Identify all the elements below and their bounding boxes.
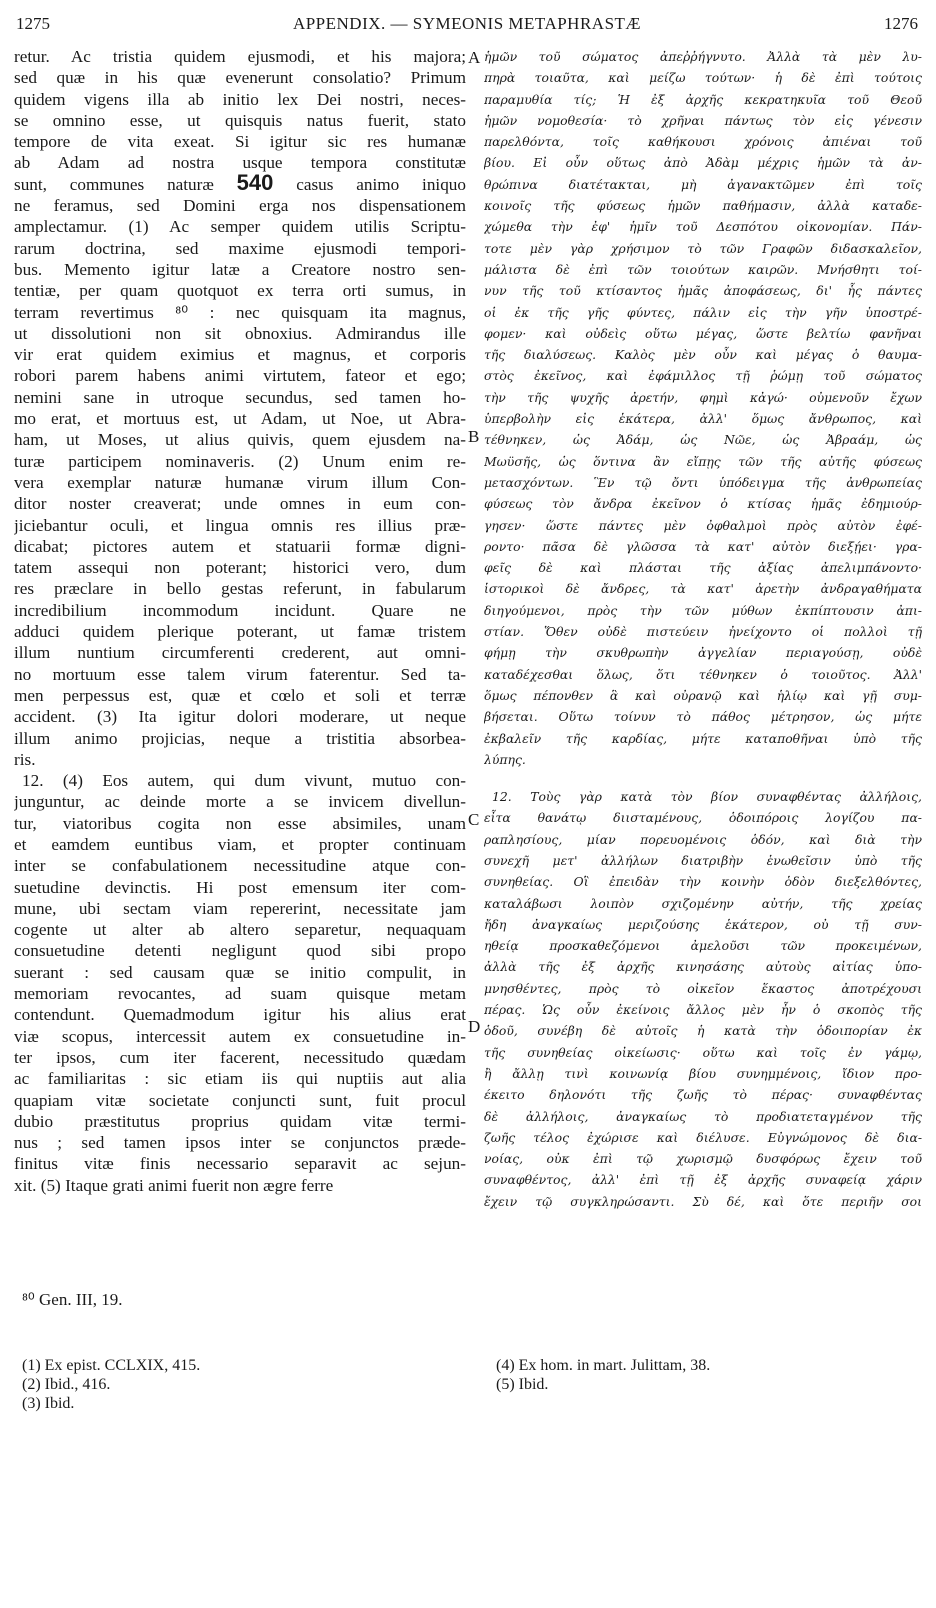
latin-line: dicabat; pictores autem et statuarii formæ digni- [14,536,466,556]
greek-line: ὁδοῦ, συνέβη δὲ αὐτοῖς ἡ κατὰ τὴν ὁδοιπορίαν ἐκ [484,1023,922,1039]
greek-line: ὑπερβολὴν εἰς ἑκάτερα, ἀλλ' ὅμως ἄνθρωπος, καὶ [484,411,922,427]
latin-line: dubio præstitutus proprius quidam vitæ termi- [14,1111,466,1131]
latin-line: junguntur, ac deinde morte a se invicem divellun- [14,792,466,812]
latin-line: memoriam revocantes, ad suam quisque metam [14,984,466,1004]
greek-line: ηθείᾳ προσκαθεζόμενοι ἀμελοῦσι τῶν προκειμένων, [484,938,922,954]
latin-line: sed quæ in his quæ evenerunt consolatio? Primum [14,68,466,88]
source-note: (1) Ex epist. CCLXIX, 415. [22,1357,201,1374]
greek-line: κοινοῖς τῆς φύσεως ἡμῶν παθήμασιν, ἀλλὰ καταδε- [484,198,922,214]
greek-line: μάλιστα δὲ ἐπὶ τῶν τοιούτων καιρῶν. Μνήσθητι τοί- [484,261,922,277]
greek-line: βίου. Εἰ οὖν οὕτως ἀπὸ Ἀδὰμ μέχρις ἡμῶν τὰ ἀν- [484,155,922,171]
column-number: 540 [236,173,274,195]
paragraph-gap [484,770,922,786]
greek-line: καταλάβωσι λοιπὸν σχιζομένην αὐτήν, τῆς χρείας [484,895,922,911]
page-header [16,14,918,38]
scripture-footnote: ⁸⁰ Gen. III, 19. [22,1290,123,1309]
latin-line: suetudine devinctis. Hi post emensum iter com- [14,877,466,897]
right-page-number: 1276 [884,14,918,33]
latin-line: quapiam vitæ societate conjuncti sunt, fuit procul [14,1090,466,1110]
greek-line: καταδέχεσθαι ὅλως, ὅτι τέθνηκεν ὁ τοιοῦτος. Ἀλλ' [484,666,922,682]
latin-line: 12. (4) Eos autem, qui dum vivunt, mutuo con- [22,771,466,791]
greek-line: στίαν. Ὅθεν οὐδὲ πιστεύειν ἠνείχοντο οἱ πολλοὶ τῇ [484,624,922,640]
latin-line: turæ participem nominaveris. (2) Unum enim re- [14,451,466,471]
latin-line: ditor noster creaverat; unde omnes in eum con- [14,494,466,514]
latin-line: no mortuum esse talem virum faterentur. Sed ta- [14,664,466,684]
greek-line: τέθνηκεν, ὡς Ἀδάμ, ὡς Νῶε, ὡς Ἀβραάμ, ὡς [484,432,922,448]
latin-line: bus. Memento igitur latæ a Creatore nostro sen- [14,259,466,279]
greek-line: 12. Τοὺς γὰρ κατὰ τὸν βίον συναφθέντας ἀλλήλοις, [492,789,922,805]
greek-line: Μωϋσῆς, ὡς ὅντινα ἂν εἴπῃς τῶν τῆς αὐτῆς φύσεως [484,453,922,469]
latin-line: vera exemplar naturæ humanæ virum illum Con- [14,472,466,492]
greek-line: νοίας, οὐκ ἐπὶ τῷ χωρισμῷ δυσφόρως ἔχειν τοῦ [484,1151,922,1167]
source-note: (4) Ex hom. in mart. Julittam, 38. [496,1357,711,1374]
greek-line: θρώπινα διατέτακται, μὴ ἀγανακτῶμεν ἐπὶ τοῖς [484,176,922,192]
latin-line-with-column-number [14,174,466,195]
latin-line: contendunt. Quemadmodum igitur his alius erat [14,1005,466,1025]
latin-line: robori parem habens animi virtutem, fateor et ego; [14,366,466,386]
greek-line: τοτε μὲν γὰρ χρήσιμον τὸ τῶν Γραφῶν διδασκαλεῖον, [484,240,922,256]
latin-line: terram revertimus ⁸⁰ : nec quisquam ita magnus, [14,302,466,322]
greek-line: ἀλλὰ τῆς ἐξ ἀρχῆς κινησάσης αὐτοὺς αἰτίας ὑπο- [484,959,922,975]
latin-line: ham, ut Moses, ut alius quivis, quem ejusdem na- [14,430,466,450]
greek-line: πέρας. Ὡς οὖν ἐκείνοις ἄλλος μὲν ἦν ὁ σκοπὸς τῆς [484,1002,922,1018]
latin-line: jiciebantur oculi, et lingua omnis res illius præ- [14,515,466,535]
greek-line: συνεχῆ μετ' ἀλλήλων διατριβὴν ἑνωθεῖσιν ὑπὸ τῆς [484,852,922,868]
latin-line: accident. (3) Ita igitur dolori moderare, ut neque [14,707,466,727]
latin-line: illum nuntium circumferenti crederent, aut omni- [14,643,466,663]
margin-marker-a: A [468,48,481,67]
greek-line: έκειτο δηλονότι τῆς ζωῆς τὸ πέρας· συναφθέντας [484,1087,922,1103]
latin-line: amplectamur. (1) Ac semper quidem utilis Scriptu- [14,217,466,237]
latin-line: nus ; sed tamen ipsos inter se conjunctos præde- [14,1133,466,1153]
greek-line: φήμῃ τὴν σκυθρωπὴν ἀγγελίαν περιαγούσῃ, οὐδὲ [484,645,922,661]
greek-line: ἡμῶν τοῦ σώματος ἀπεῤῥήγνυτο. Ἀλλὰ τὰ μὲν λυ- [484,49,922,64]
source-notes-right [496,1356,710,1394]
source-notes-left [22,1356,200,1413]
latin-line: xit. (5) Itaque grati animi fuerit non ægre ferre [14,1175,334,1195]
greek-line: ἤδη ἀναγκαίως μεριζούσης ἑκάτερον, οὐ τῇ συν- [484,916,922,932]
greek-line: βήσεται. Οὕτω τοίνυν τὸ πάθος μέτρησον, ὡς μήτε [484,709,922,725]
greek-column [484,46,922,1212]
greek-line: διηγούμενοι, πρὸς τὴν τῶν μύθων ἐκπίπτουσιν ἀπι- [484,602,922,618]
greek-line: νυν τῆς τοῦ κτίσαντος ἡμᾶς ἀποφάσεως, δι' ἧς πάντες [484,283,922,299]
greek-line: ἡμῶν νομοθεσία· τὸ χρῆναι πάντως τὸν εἰς γένεσιν [484,112,922,128]
margin-marker-b: B [468,427,480,446]
latin-line: vir erat quidem eximius et magnus, et corporis [14,345,466,365]
latin-line: cogente ut alter ab altero separetur, nequaquam [14,920,466,940]
greek-line: τῆς διαλύσεως. Καλὸς μὲν οὖν καὶ μέγας ὁ θαυμα- [484,347,922,363]
latin-line: nemini sane in utroque secundus, sed tamen ho- [14,387,466,407]
greek-line: ἢ ἄλλῃ τινὶ κοινωνίᾳ βίου συνημμένοις, ἴδιον προ- [484,1065,922,1081]
greek-line: ραπλησίους, μίαν πορευομένοις ὁδόν, καὶ διὰ τὴν [484,831,922,847]
greek-line: τῆς συνηθείας οἰκείωσις· οὕτω καὶ τοῖς ἐν γάμῳ, [484,1044,922,1060]
latin-line: consuetudine detenti negligunt quod sibi propo [14,941,466,961]
latin-line: incredibilium incommodum incidunt. Quare ne [14,600,466,620]
greek-line: μετασχόντων. Ἓν τῷ ὄντι ὑπόδειγμα τῆς ἀνθρωπείας [484,474,922,490]
greek-line: ἱστορικοὶ δὲ ἄνδρες, τὰ κατ' ἀρετὴν ἀνδραγαθήματα [484,581,922,597]
latin-line: tatem assequi non poterant; historici vero, dum [14,558,466,578]
greek-line: παρελθόντα, τοῖς καθήκουσι χρόνοις ἀπιέναι τοῦ [484,134,922,150]
greek-line: εἶτα θανάτῳ διισταμένους, ὁδοιπόροις λογίζου πα- [484,810,922,826]
latin-line: se omnino esse, ut quisquis natus fuerit, stato [14,110,466,130]
greek-line: πηρὰ τοιαῦτα, καὶ μείζω τούτων· ἡ δὲ ἐπὶ τούτοις [484,70,922,86]
latin-line-text: sunt, communes naturæ [14,174,237,194]
latin-line-text: casus animo iniquo [273,174,466,194]
greek-line: συνηθείας. Οἳ ἐπειδὰν τὴν κοινὴν ὁδὸν διεξελθόντες, [484,874,922,890]
latin-line: mune, ubi sectam viam repererint, necessitate jam [14,898,466,918]
latin-line: ne feramus, sed Domini erga nos dispensationem [14,196,466,216]
greek-line: φομεν· καὶ οὐδεὶς οὕτω μέγας, ὥστε βελτίω φανῆναι [484,325,922,341]
greek-line: φεῖς δὲ καὶ πλάσται τῆς ἀξίας ἀπελιμπάνοντο· [484,560,922,576]
latin-line: adduci quidem plerique poterant, ut famæ tristem [14,622,466,642]
running-title: APPENDIX. — SYMEONIS METAPHRASTÆ [292,14,642,33]
greek-line: ροντο· πᾶσα δὲ γλῶσσα τὰ κατ' αὐτὸν διεξῄει· γρα- [484,538,922,554]
latin-line: ac familiaritas : sic etiam iis qui nuptiis aut alia [14,1069,466,1089]
latin-line: ab Adam ad nostra usque tempora constitutæ [14,153,466,173]
greek-line: ἐκβαλεῖν τῆς καρδίας, μήτε καταποθῆναι ὑπὸ τῆς [484,730,922,746]
latin-line: tentiæ, per quam quotquot ex terra orti sumus, in [14,281,466,301]
greek-line: οἱ ἐκ τῆς γῆς φύντες, πάλιν εἰς τὴν γῆν ὑποστρέ- [484,304,922,320]
latin-line: ut dissolutioni non sit obnoxius. Admirandus ille [14,323,466,343]
greek-line: χώμεθα τὴν ἐφ' ἡμῖν τοῦ Δεσπότου οἰκονομίαν. Πάν- [484,219,922,235]
latin-line: retur. Ac tristia quidem ejusmodi, et his majora; [14,47,466,66]
greek-line: δὲ ἀλλήλοις, ἀναγκαίως τὸ προδιατεταγμένον τῆς [484,1108,922,1124]
greek-line: ἔχειν τῷ συγκληρώσαντι. Σὺ δέ, καὶ ὅτε περιῆν σοι [484,1193,922,1209]
source-note: (3) Ibid. [22,1395,75,1412]
greek-line: φύσεως τὸν ἄνδρα ἐκεῖνον ὁ κτίσας ἡμᾶς ἐδημιούρ- [484,496,922,512]
greek-line: παραμυθία τίς; Ἡ ἐξ ἀρχῆς κεκρατηκυῖα τοῦ Θεοῦ [484,91,922,107]
latin-line: mo erat, et mortuus est, ut Adam, ut Noe, ut Abra- [14,409,466,429]
greek-line: μνησθέντες, πρὸς τὸ οἰκεῖον ἕκαστος ἀποτρέχουσι [484,980,922,996]
left-page-number: 1275 [16,14,50,33]
latin-line: tur, viatoribus cogita non esse absimiles, unam [14,813,466,833]
greek-line: γησεν· ὥστε πάντες μὲν ὀφθαλμοὶ πρὸς αὐτὸν ἐφέ- [484,517,922,533]
latin-line: suerant : sed causam quæ se initio compulit, in [14,962,466,982]
margin-marker-d: D [468,1017,481,1036]
greek-line: ζωῆς τέλος ἐχώρισε καὶ διέλυσε. Εὐγνώμονος δὲ δια- [484,1129,922,1145]
source-note: (2) Ibid., 416. [22,1376,111,1393]
greek-line: ὅμως πέπονθεν ἃ καὶ οὐρανῷ καὶ ἡλίῳ καὶ γῇ συμ- [484,687,922,703]
latin-line: finitus vitæ finis necessario separavit ac sejun- [14,1154,466,1174]
latin-line: et eamdem euntibus viam, et propter continuam [14,834,466,854]
greek-line: στὸς ἐκεῖνος, καὶ ἐφάμιλλος τῇ ῥώμῃ τοῦ σώματος [484,368,922,384]
latin-line: res præclare in bello gestas referunt, in fabularum [14,579,466,599]
latin-line: men perpessus est, quæ et cœlo et soli et terræ [14,685,466,705]
greek-line: τὴν τῆς ψυχῆς ἀρετήν, φημὶ κἀγώ· οὐμενοῦν ἔχων [484,389,922,405]
greek-line: λύπης. [484,751,526,767]
latin-line: ter ipsos, cum iter facerent, necessitudo quædam [14,1047,466,1067]
latin-line: viæ scopus, intercessit autem ex consuetudine in- [14,1026,466,1046]
latin-column [14,46,466,1196]
latin-line: inter se confabulationem necessitudine atque con- [14,856,466,876]
latin-line: ris. [14,749,36,769]
latin-line: quidem vigens illa ab initio lex Dei nostri, neces- [14,89,466,109]
source-note: (5) Ibid. [496,1376,549,1393]
latin-line: rarum doctrina, sed maxime ejusmodi tempori- [14,238,466,258]
greek-line: συναφθέντος, ἀλλ' ἐπὶ τῇ ἐξ ἀρχῆς συναφείᾳ χάριν [484,1172,922,1188]
margin-marker-c: C [468,810,480,829]
latin-line: illum animo projicias, neque a tristitia absorbea- [14,728,466,748]
latin-line: tempore de vita exeat. Si igitur sic res humanæ [14,132,466,152]
